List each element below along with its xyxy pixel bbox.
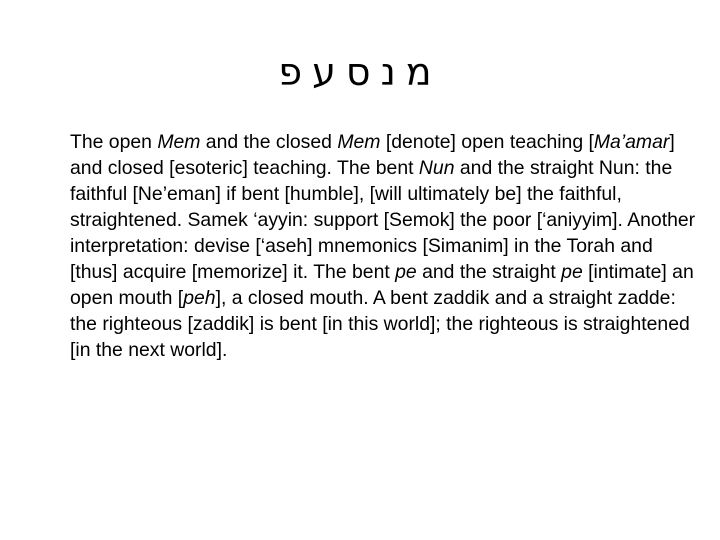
hebrew-letters-title: מנסעפ — [278, 50, 442, 94]
text-segment: [intimate] an open mouth [ — [70, 261, 694, 309]
italic-term: pe — [561, 261, 583, 283]
text-segment: and the straight Nun: the faithful [Ne’eman] if bent [humble], [will ultimately be] the faithful, straightened. Samek ‘ayyin: support [Semok] the poor [‘aniyyim]. Another interpretation: devise [‘aseh] mnemonics [Simanim] in the Torah and [thus] acquire [memorize] it. The bent — [70, 157, 696, 283]
italic-term: pe — [395, 261, 417, 283]
italic-term: Mem — [337, 131, 381, 153]
italic-term: peh — [183, 287, 216, 309]
text-segment: ] and closed [esoteric] teaching. The bent — [70, 131, 675, 179]
text-segment: ], a closed mouth. A bent zaddik and a straight zadde: the righteous [zaddik] is bent [in this world]; the righteous is straightened [in the next world]. — [70, 287, 690, 361]
italic-term: Nun — [418, 157, 455, 179]
text-segment: [denote] open teaching [ — [380, 131, 594, 153]
text-segment: The open — [70, 131, 158, 153]
italic-term: Mem — [157, 131, 201, 153]
italic-term: Ma’amar — [593, 131, 670, 153]
commentary-paragraph — [70, 129, 702, 363]
text-segment: and the closed — [200, 131, 338, 153]
text-segment: and the straight — [416, 261, 562, 283]
